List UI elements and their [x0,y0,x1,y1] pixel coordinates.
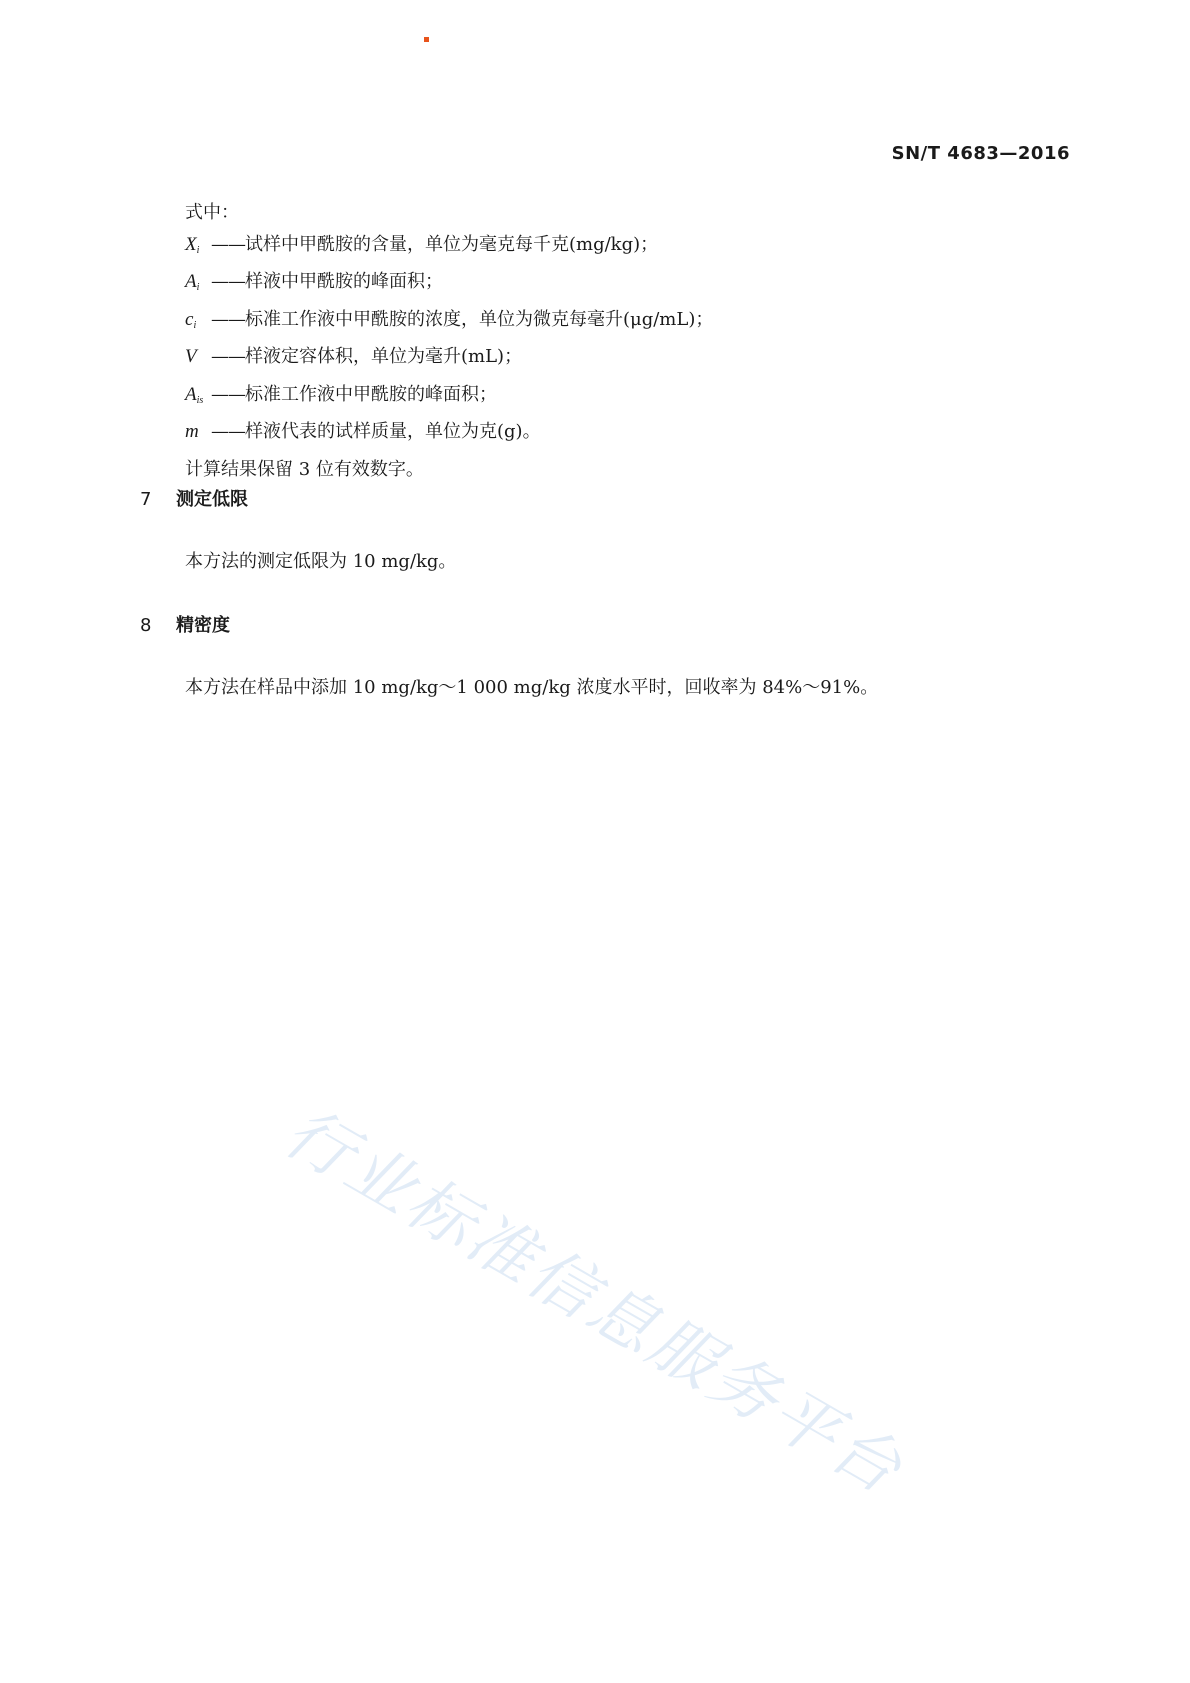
legend-text: 标准工作液中甲酰胺的峰面积； [245,383,497,405]
legend-dash: —— [211,346,245,367]
legend-symbol: $X_i$ [185,233,200,256]
legend-item [185,379,713,417]
legend-dash: —— [211,233,245,255]
legend-item [185,341,713,379]
section-title: 精密度 [176,615,230,636]
legend-symbol: V [185,346,197,367]
legend-item [185,304,713,342]
section-number: 7 [140,489,152,510]
legend-symbol: $A_{is}$ [185,383,204,406]
legend-item [185,266,713,304]
legend-text: 样液中甲酰胺的峰面积； [245,271,443,292]
legend-dash: —— [211,383,245,405]
section-heading [140,485,248,511]
legend-intro: 式中： [185,202,239,223]
legend-item [185,229,713,267]
legend-text: 标准工作液中甲酰胺的浓度，单位为微克每毫升(μg/mL)； [245,308,714,330]
legend-dash: —— [211,421,245,442]
legend-symbol: m [185,421,199,442]
orange-marker [424,37,429,42]
legend-dash: —— [211,271,245,292]
section-heading [140,611,230,637]
legend-item [185,416,713,454]
legend-text: 样液定容体积，单位为毫升(mL)； [245,346,523,367]
section-body: 本方法的测定低限为 10 mg/kg。 [185,551,457,572]
formula-legend [185,197,713,485]
section-body: 本方法在样品中添加 10 mg/kg～1 000 mg/kg 浓度水平时，回收率为 84%～91%。 [185,677,879,698]
legend-dash: —— [211,308,245,330]
watermark: 行业标准信息服务平台 [272,1092,917,1510]
legend-text: 试样中甲酰胺的含量，单位为毫克每千克(mg/kg)； [245,233,659,255]
legend-text: 样液代表的试样质量，单位为克(g)。 [245,421,541,442]
legend-symbol: $A_i$ [185,271,200,293]
standard-code: SN/T 4683—2016 [891,143,1070,164]
legend-symbol: $c_i$ [185,308,197,331]
legend-note: 计算结果保留 3 位有效数字。 [185,458,424,480]
section-number: 8 [140,615,152,636]
section-title: 测定低限 [176,489,248,510]
